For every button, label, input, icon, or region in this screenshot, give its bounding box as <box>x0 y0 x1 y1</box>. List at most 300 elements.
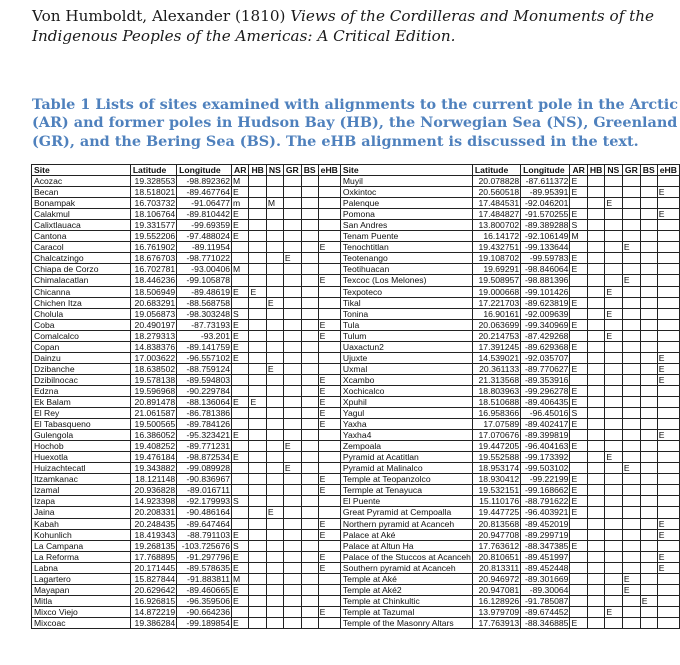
ns-cell <box>605 209 623 220</box>
ar-cell: M <box>232 264 249 275</box>
hb-cell <box>249 264 266 275</box>
longitude-cell: -99.101426 <box>521 286 570 297</box>
ehb-cell <box>318 231 340 242</box>
gr-cell <box>622 220 640 231</box>
ns-cell <box>266 452 283 463</box>
bs-cell <box>640 496 657 507</box>
bs-cell <box>301 242 318 253</box>
site-cell: Chiapa de Corzo <box>32 264 131 275</box>
gr-cell <box>283 507 301 518</box>
hb-cell <box>249 551 266 562</box>
gr-cell <box>622 396 640 407</box>
gr-cell: E <box>622 242 640 253</box>
hb-cell <box>587 297 604 308</box>
longitude-cell: -91.06477 <box>177 198 232 209</box>
latitude-cell: 20.813568 <box>472 518 520 529</box>
ar-cell: E <box>232 562 249 573</box>
ehb-cell: E <box>318 275 340 286</box>
bs-cell <box>640 319 657 330</box>
site-cell: Tenochtitlan <box>340 242 472 253</box>
bs-cell <box>640 374 657 385</box>
ns-cell <box>266 242 283 253</box>
bs-cell <box>640 562 657 573</box>
bs-cell <box>301 496 318 507</box>
ar-cell <box>570 595 587 606</box>
site-cell: Great Pyramid at Cempoalla <box>340 507 472 518</box>
longitude-cell: -99.69359 <box>177 220 232 231</box>
ar-cell <box>570 374 587 385</box>
latitude-cell: 19.552588 <box>472 452 520 463</box>
table-row <box>32 187 680 198</box>
latitude-cell: 16.90161 <box>472 308 520 319</box>
latitude-cell: 18.518021 <box>130 187 176 198</box>
hb-cell <box>587 419 604 430</box>
gr-cell <box>622 286 640 297</box>
gr-cell <box>283 352 301 363</box>
site-cell: Xochicalco <box>340 385 472 396</box>
ar-cell <box>570 430 587 441</box>
ar-cell: E <box>570 617 587 628</box>
citation-author-year: Von Humboldt, Alexander (1810) <box>32 7 291 25</box>
latitude-cell: 14.539021 <box>472 352 520 363</box>
ar-cell <box>232 485 249 496</box>
bs-cell <box>640 231 657 242</box>
site-cell: Xcambo <box>340 374 472 385</box>
gr-cell <box>622 441 640 452</box>
gr-cell <box>622 408 640 419</box>
ns-cell: E <box>266 297 283 308</box>
longitude-cell: -93.00406 <box>177 264 232 275</box>
hb-cell <box>587 176 604 187</box>
bs-cell <box>640 396 657 407</box>
hb-cell <box>249 606 266 617</box>
ns-cell <box>605 385 623 396</box>
longitude-cell: -92.179993 <box>177 496 232 507</box>
ehb-cell: E <box>318 242 340 253</box>
site-cell: Temple of the Masonry Altars <box>340 617 472 628</box>
gr-cell <box>283 341 301 352</box>
bs-cell <box>640 308 657 319</box>
site-cell: Pyramid at Acatitlan <box>340 452 472 463</box>
latitude-cell: 17.763913 <box>472 617 520 628</box>
hb-cell <box>249 463 266 474</box>
bs-cell <box>301 275 318 286</box>
hb-cell <box>587 242 604 253</box>
site-cell: Kohunlich <box>32 529 131 540</box>
gr-cell: E <box>622 584 640 595</box>
bs-cell <box>301 374 318 385</box>
ar-cell: E <box>570 319 587 330</box>
longitude-cell: -89.467764 <box>177 187 232 198</box>
bs-cell: E <box>640 595 657 606</box>
column-header: AR <box>232 165 249 176</box>
ar-cell: E <box>232 352 249 363</box>
latitude-cell: 20.683291 <box>130 297 176 308</box>
latitude-cell: 18.676703 <box>130 253 176 264</box>
bs-cell <box>640 452 657 463</box>
longitude-cell: -99.296278 <box>521 385 570 396</box>
table-row <box>32 529 680 540</box>
bs-cell <box>301 507 318 518</box>
latitude-cell: 19.268135 <box>130 540 176 551</box>
site-cell: Gulengola <box>32 430 131 441</box>
bs-cell <box>301 341 318 352</box>
latitude-cell: 18.106764 <box>130 209 176 220</box>
ns-cell <box>605 540 623 551</box>
ns-cell <box>605 584 623 595</box>
latitude-cell: 20.560518 <box>472 187 520 198</box>
table-row <box>32 396 680 407</box>
site-cell: Uxmal <box>340 363 472 374</box>
bs-cell <box>640 176 657 187</box>
gr-cell <box>283 319 301 330</box>
hb-cell <box>249 198 266 209</box>
ehb-cell: E <box>318 330 340 341</box>
ar-cell: E <box>232 231 249 242</box>
ns-cell <box>605 341 623 352</box>
ehb-cell <box>318 441 340 452</box>
ns-cell <box>605 617 623 628</box>
table-row <box>32 275 680 286</box>
hb-cell <box>587 275 604 286</box>
ns-cell: E <box>266 363 283 374</box>
site-cell: El Tabasqueno <box>32 419 131 430</box>
ns-cell <box>266 430 283 441</box>
ns-cell <box>605 231 623 242</box>
bs-cell <box>301 352 318 363</box>
ar-cell: E <box>570 297 587 308</box>
bs-cell <box>301 529 318 540</box>
bs-cell <box>301 606 318 617</box>
latitude-cell: 19.432751 <box>472 242 520 253</box>
ns-cell <box>266 286 283 297</box>
latitude-cell: 20.946972 <box>472 573 520 584</box>
ehb-cell: E <box>318 419 340 430</box>
hb-cell <box>249 518 266 529</box>
latitude-cell: 19.328553 <box>130 176 176 187</box>
bs-cell <box>301 551 318 562</box>
ehb-cell <box>657 419 679 430</box>
gr-cell <box>283 286 301 297</box>
latitude-cell: 17.07589 <box>472 419 520 430</box>
hb-cell <box>249 474 266 485</box>
bs-cell <box>301 253 318 264</box>
latitude-cell: 20.490197 <box>130 319 176 330</box>
column-header: GR <box>622 165 640 176</box>
longitude-cell: -99.22199 <box>521 474 570 485</box>
ns-cell <box>266 330 283 341</box>
site-cell: Coba <box>32 319 131 330</box>
ns-cell: E <box>605 452 623 463</box>
latitude-cell: 20.361133 <box>472 363 520 374</box>
longitude-cell: -98.771022 <box>177 253 232 264</box>
latitude-cell: 20.171445 <box>130 562 176 573</box>
longitude-cell: -91.297796 <box>177 551 232 562</box>
bs-cell <box>301 573 318 584</box>
ar-cell <box>570 242 587 253</box>
site-cell: Texcoc (Los Melones) <box>340 275 472 286</box>
table-row <box>32 231 680 242</box>
ar-cell <box>232 275 249 286</box>
site-cell: Labna <box>32 562 131 573</box>
longitude-cell: -98.892362 <box>177 176 232 187</box>
site-cell: Temple at Teopanzolco <box>340 474 472 485</box>
latitude-cell: 14.872219 <box>130 606 176 617</box>
longitude-cell: -89.452019 <box>521 518 570 529</box>
ns-cell <box>605 408 623 419</box>
longitude-cell: -89.452448 <box>521 562 570 573</box>
latitude-cell: 18.419343 <box>130 529 176 540</box>
site-cell: Dzibilnocac <box>32 374 131 385</box>
ar-cell: E <box>570 441 587 452</box>
ar-cell: S <box>570 220 587 231</box>
ehb-cell <box>657 441 679 452</box>
hb-cell: E <box>249 396 266 407</box>
ehb-cell <box>657 275 679 286</box>
longitude-cell: -89.406435 <box>521 396 570 407</box>
latitude-cell: 19.447725 <box>472 507 520 518</box>
site-cell: Chimalacatlan <box>32 275 131 286</box>
ns-cell <box>266 408 283 419</box>
latitude-cell: 14.838376 <box>130 341 176 352</box>
ehb-cell: E <box>657 562 679 573</box>
gr-cell <box>622 595 640 606</box>
latitude-cell: 20.813311 <box>472 562 520 573</box>
hb-cell <box>587 595 604 606</box>
hb-cell <box>587 198 604 209</box>
bs-cell <box>301 220 318 231</box>
hb-cell <box>249 385 266 396</box>
ehb-cell <box>657 264 679 275</box>
ns-cell <box>605 187 623 198</box>
ehb-cell <box>657 220 679 231</box>
longitude-cell: -87.73193 <box>177 319 232 330</box>
table-row <box>32 496 680 507</box>
column-header: GR <box>283 165 301 176</box>
bs-cell <box>640 341 657 352</box>
latitude-cell: 17.768895 <box>130 551 176 562</box>
ehb-cell: E <box>318 385 340 396</box>
ehb-cell <box>318 595 340 606</box>
site-cell: Tula <box>340 319 472 330</box>
gr-cell <box>622 176 640 187</box>
bs-cell <box>301 330 318 341</box>
table-row <box>32 507 680 518</box>
ar-cell: E <box>232 584 249 595</box>
gr-cell <box>283 485 301 496</box>
gr-cell <box>283 198 301 209</box>
bs-cell <box>301 562 318 573</box>
site-cell: Cholula <box>32 308 131 319</box>
bs-cell <box>640 507 657 518</box>
longitude-cell: -89.771231 <box>177 441 232 452</box>
hb-cell <box>587 441 604 452</box>
gr-cell <box>283 176 301 187</box>
ns-cell <box>266 419 283 430</box>
site-cell: Yaxha <box>340 419 472 430</box>
gr-cell: E <box>283 253 301 264</box>
hb-cell <box>249 209 266 220</box>
bs-cell <box>640 573 657 584</box>
longitude-cell: -88.346885 <box>521 617 570 628</box>
ns-cell <box>266 617 283 628</box>
latitude-cell: 19.408252 <box>130 441 176 452</box>
bs-cell <box>301 485 318 496</box>
hb-cell <box>249 176 266 187</box>
ns-cell <box>605 562 623 573</box>
ehb-cell <box>318 198 340 209</box>
longitude-cell: -96.557102 <box>177 352 232 363</box>
ns-cell <box>605 220 623 231</box>
latitude-cell: 20.629642 <box>130 584 176 595</box>
longitude-cell: -87.429268 <box>521 330 570 341</box>
latitude-cell: 15.827844 <box>130 573 176 584</box>
site-cell: Kabah <box>32 518 131 529</box>
ar-cell <box>570 529 587 540</box>
ehb-cell: E <box>318 518 340 529</box>
ar-cell <box>570 352 587 363</box>
ns-cell <box>266 220 283 231</box>
latitude-cell: 19.578138 <box>130 374 176 385</box>
ehb-cell <box>318 452 340 463</box>
ns-cell <box>266 176 283 187</box>
latitude-cell: 13.800702 <box>472 220 520 231</box>
ar-cell: S <box>232 540 249 551</box>
latitude-cell: 19.476184 <box>130 452 176 463</box>
longitude-cell: -90.664236 <box>177 606 232 617</box>
ehb-cell: E <box>657 352 679 363</box>
ar-cell: E <box>232 319 249 330</box>
gr-cell <box>622 385 640 396</box>
bs-cell <box>301 308 318 319</box>
ns-cell <box>605 419 623 430</box>
ns-cell: E <box>605 198 623 209</box>
column-header: HB <box>587 165 604 176</box>
latitude-cell: 17.484531 <box>472 198 520 209</box>
ar-cell: E <box>232 595 249 606</box>
gr-cell <box>283 606 301 617</box>
ns-cell <box>266 319 283 330</box>
bs-cell <box>640 297 657 308</box>
gr-cell <box>283 562 301 573</box>
bs-cell <box>640 264 657 275</box>
hb-cell <box>587 518 604 529</box>
ar-cell: E <box>232 330 249 341</box>
ar-cell: E <box>570 363 587 374</box>
gr-cell <box>283 474 301 485</box>
longitude-cell: -89.48619 <box>177 286 232 297</box>
gr-cell <box>283 275 301 286</box>
ar-cell: S <box>232 308 249 319</box>
longitude-cell: -93.201 <box>177 330 232 341</box>
ar-cell <box>570 562 587 573</box>
longitude-cell: -89.353916 <box>521 374 570 385</box>
bs-cell <box>301 176 318 187</box>
table-row <box>32 518 680 529</box>
gr-cell <box>283 573 301 584</box>
latitude-cell: 20.214753 <box>472 330 520 341</box>
gr-cell <box>283 308 301 319</box>
latitude-cell: 19.552206 <box>130 231 176 242</box>
gr-cell <box>283 408 301 419</box>
latitude-cell: 18.446236 <box>130 275 176 286</box>
column-header: BS <box>301 165 318 176</box>
column-header: HB <box>249 165 266 176</box>
site-cell: Temple at Chinkultic <box>340 595 472 606</box>
bs-cell <box>640 275 657 286</box>
latitude-cell: 18.953174 <box>472 463 520 474</box>
bs-cell <box>301 595 318 606</box>
ar-cell: E <box>570 209 587 220</box>
ehb-cell <box>318 352 340 363</box>
ns-cell: M <box>266 198 283 209</box>
ehb-cell <box>318 253 340 264</box>
ehb-cell <box>657 474 679 485</box>
latitude-cell: 18.279313 <box>130 330 176 341</box>
hb-cell <box>587 385 604 396</box>
ehb-cell <box>657 463 679 474</box>
longitude-cell: -96.45016 <box>521 408 570 419</box>
latitude-cell: 20.947708 <box>472 529 520 540</box>
ns-cell <box>605 264 623 275</box>
table-row <box>32 352 680 363</box>
site-cell: Dzibanche <box>32 363 131 374</box>
ehb-cell <box>657 408 679 419</box>
latitude-cell: 20.063699 <box>472 319 520 330</box>
column-header: eHB <box>318 165 340 176</box>
ehb-cell: E <box>657 187 679 198</box>
site-cell: Uaxactun2 <box>340 341 472 352</box>
table-row <box>32 463 680 474</box>
ar-cell <box>232 385 249 396</box>
gr-cell <box>622 496 640 507</box>
ns-cell <box>605 363 623 374</box>
ar-cell <box>232 474 249 485</box>
table-row <box>32 308 680 319</box>
ns-cell <box>605 352 623 363</box>
ehb-cell <box>657 584 679 595</box>
column-header: Latitude <box>472 165 520 176</box>
ehb-cell: E <box>657 529 679 540</box>
longitude-cell: -89.647464 <box>177 518 232 529</box>
bs-cell <box>640 242 657 253</box>
hb-cell <box>249 308 266 319</box>
gr-cell <box>283 385 301 396</box>
bs-cell <box>301 209 318 220</box>
ar-cell <box>232 242 249 253</box>
ehb-cell <box>657 297 679 308</box>
table-row <box>32 330 680 341</box>
hb-cell <box>587 286 604 297</box>
ehb-cell <box>318 220 340 231</box>
ehb-cell <box>318 617 340 628</box>
gr-cell <box>283 518 301 529</box>
ar-cell <box>570 518 587 529</box>
hb-cell <box>249 253 266 264</box>
longitude-cell: -96.404163 <box>521 441 570 452</box>
latitude-cell: 19.331577 <box>130 220 176 231</box>
bs-cell <box>301 419 318 430</box>
longitude-cell: -96.359506 <box>177 595 232 606</box>
bs-cell <box>640 430 657 441</box>
ar-cell: E <box>232 341 249 352</box>
column-header: Site <box>32 165 131 176</box>
table-row <box>32 606 680 617</box>
ns-cell <box>605 396 623 407</box>
longitude-cell: -88.136064 <box>177 396 232 407</box>
longitude-cell: -89.95391 <box>521 187 570 198</box>
longitude-cell: -88.759124 <box>177 363 232 374</box>
